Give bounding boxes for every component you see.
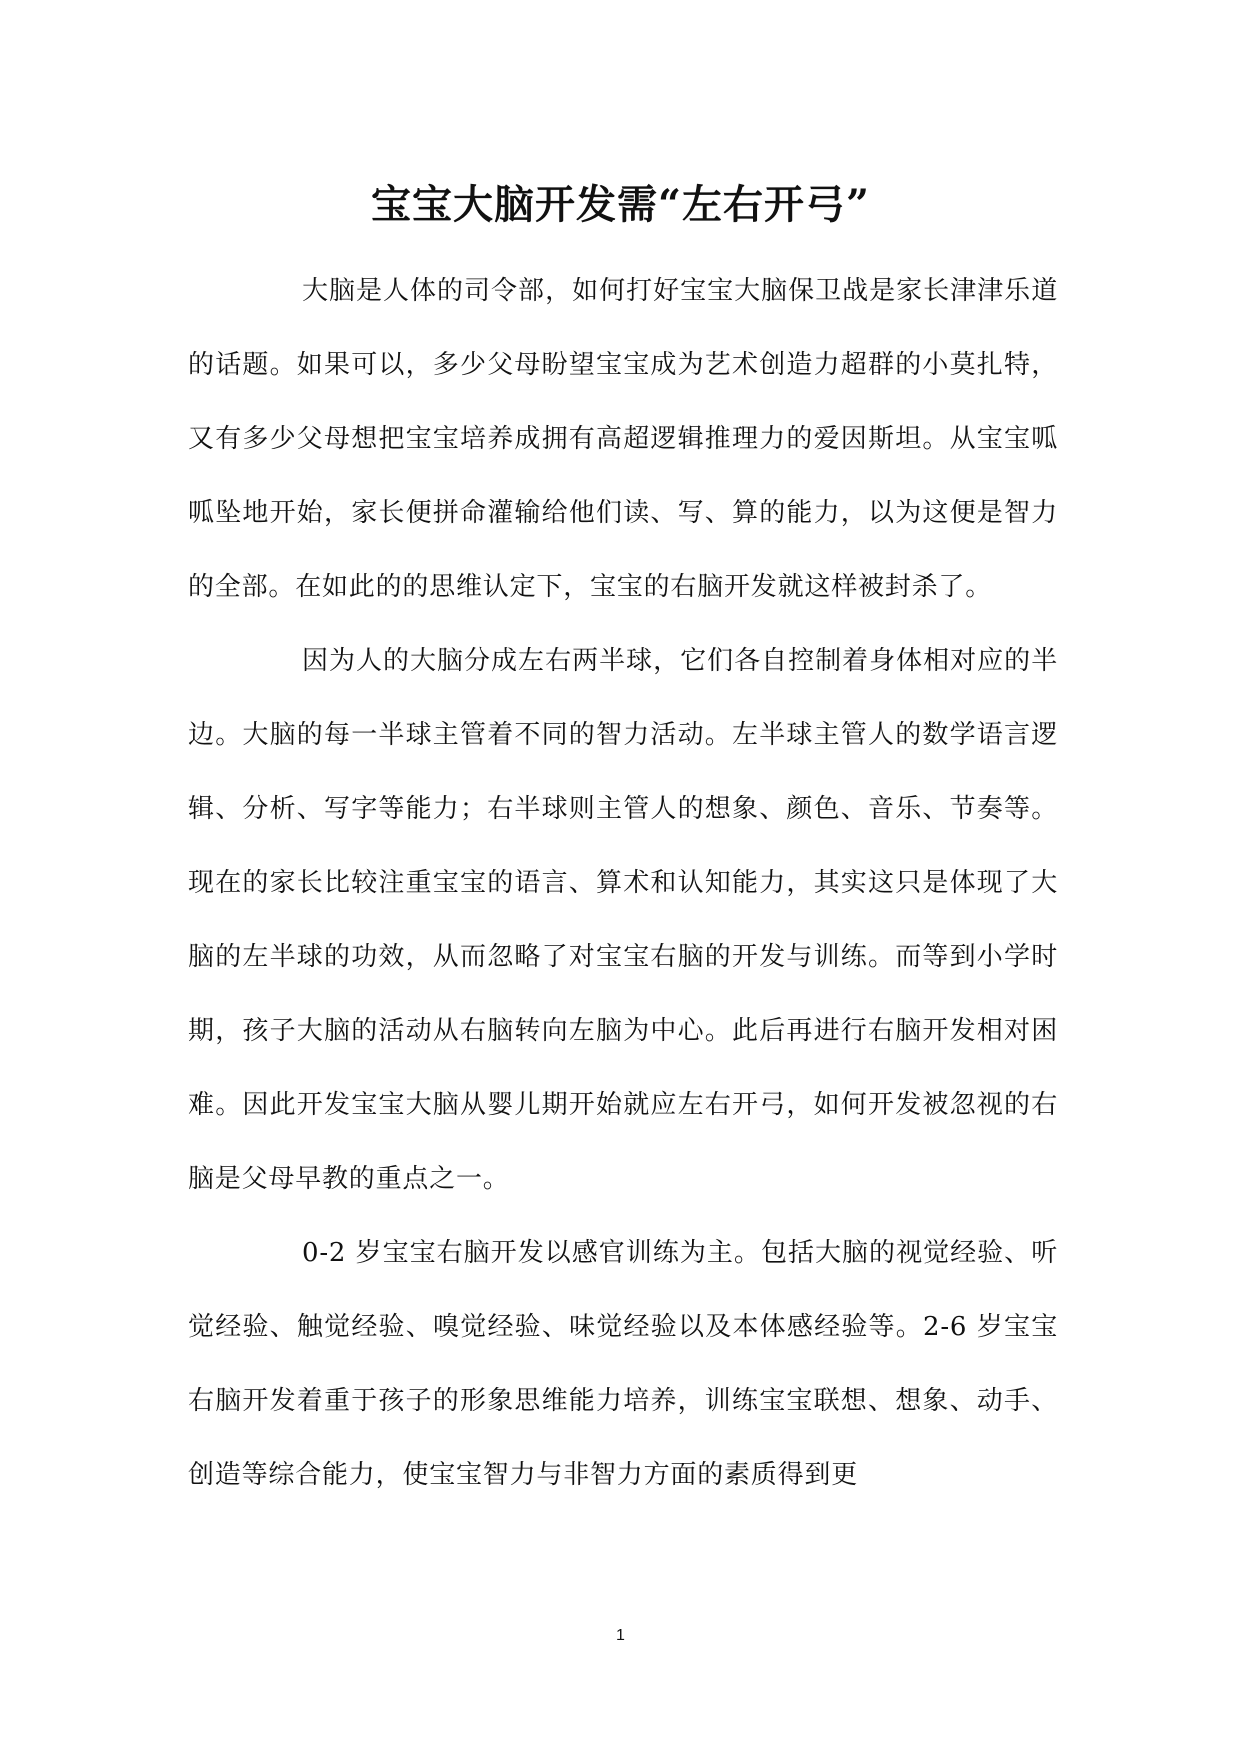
page-title: 宝宝大脑开发需“左右开弓” xyxy=(370,180,870,228)
document-body xyxy=(188,254,1058,1512)
page-number: 1 xyxy=(616,1627,625,1644)
paragraph-3: 0-2 岁宝宝右脑开发以感官训练为主。包括大脑的视觉经验、听觉经验、触觉经验、嗅觉经验、味觉经验以及本体感经验等。2-6 岁宝宝右脑开发着重于孩子的形象思维能力培养，训练宝宝联想、想象、动手、创造等综合能力，使宝宝智力与非智力方面的素质得到更 xyxy=(188,1238,1058,1490)
paragraph-2: 因为人的大脑分成左右两半球，它们各自控制着身体相对应的半边。大脑的每一半球主管着不同的智力活动。左半球主管人的数学语言逻辑、分析、写字等能力；右半球则主管人的想象、颜色、音乐、节奏等。现在的家长比较注重宝宝的语言、算术和认知能力，其实这只是体现了大脑的左半球的功效，从而忽略了对宝宝右脑的开发与训练。而等到小学时期，孩子大脑的活动从右脑转向左脑为中心。此后再进行右脑开发相对困难。因此开发宝宝大脑从婴儿期开始就应左右开弓，如何开发被忽视的右脑是父母早教的重点之一。 xyxy=(188,646,1058,1194)
paragraph-1: 大脑是人体的司令部，如何打好宝宝大脑保卫战是家长津津乐道的话题。如果可以，多少父母盼望宝宝成为艺术创造力超群的小莫扎特，又有多少父母想把宝宝培养成拥有高超逻辑推理力的爱因斯坦。从宝宝呱呱坠地开始，家长便拼命灌输给他们读、写、算的能力，以为这便是智力的全部。在如此的的思维认定下，宝宝的右脑开发就这样被封杀了。 xyxy=(188,276,1058,602)
